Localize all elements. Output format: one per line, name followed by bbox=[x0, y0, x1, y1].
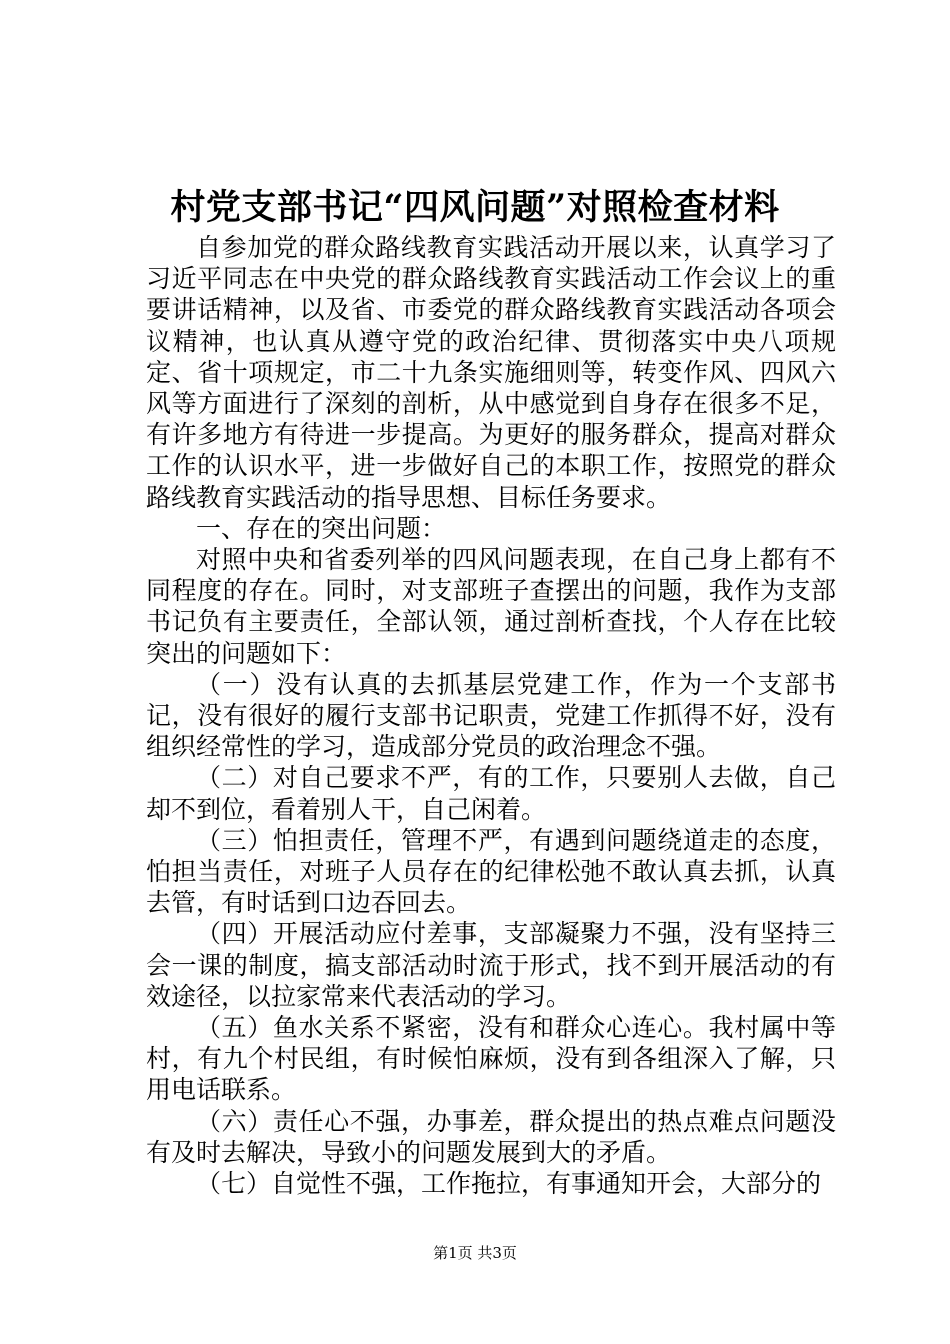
paragraph-intro: 自参加党的群众路线教育实践活动开展以来，认真学习了习近平同志在中央党的群众路线教育实践活动工作会议上的重要讲话精神，以及省、市委党的群众路线教育实践活动各项会议精神，也认真从遵守党的政治纪律、贯彻落实中央八项规定、省十项规定，市二十九条实施细则等，转变作风、四风六风等方面进行了深刻的剖析，从中感觉到自身存在很多不足，有许多地方有待进一步提高。为更好的服务群众，提高对群众工作的认识水平，进一步做好自己的本职工作，按照党的群众路线教育实践活动的指导思想、目标任务要求。 bbox=[146, 233, 836, 512]
page-number-total: 共3页 bbox=[477, 1244, 517, 1262]
problem-item-4: （四）开展活动应付差事，支部凝聚力不强，没有坚持三会一课的制度，搞支部活动时流于形式，找不到开展活动的有效途径，以拉家常来代表活动的学习。 bbox=[146, 919, 836, 1011]
page-footer bbox=[0, 1243, 950, 1263]
document-title: 村党支部书记“四风问题”对照检查材料 bbox=[170, 187, 780, 228]
problem-item-3: （三）怕担责任，管理不严，有遇到问题绕道走的态度，怕担当责任，对班子人员存在的纪律松弛不敢认真去抓，认真去管，有时话到口边吞回去。 bbox=[146, 825, 836, 918]
paragraph-overview: 对照中央和省委列举的四风问题表现，在自己身上都有不同程度的存在。同时，对支部班子查摆出的问题，我作为支部书记负有主要责任，全部认领，通过剖析查找，个人存在比较突出的问题如下： bbox=[146, 545, 836, 668]
section-heading: 一、存在的突出问题： bbox=[196, 513, 447, 543]
problem-item-1: （一）没有认真的去抓基层党建工作，作为一个支部书记，没有很好的履行支部书记职责，党建工作抓得不好，没有组织经常性的学习，造成部分党员的政治理念不强。 bbox=[146, 669, 836, 762]
problem-item-5: （五）鱼水关系不紧密，没有和群众心连心。我村属中等村，有九个村民组，有时候怕麻烦，没有到各组深入了解，只用电话联系。 bbox=[146, 1013, 836, 1105]
problem-item-6: （六）责任心不强，办事差，群众提出的热点难点问题没有及时去解决，导致小的问题发展到大的矛盾。 bbox=[146, 1106, 836, 1167]
page-number-current: 第1页 bbox=[433, 1244, 473, 1262]
problem-item-2: （二）对自己要求不严，有的工作，只要别人去做，自己却不到位，看着别人干，自己闲着。 bbox=[146, 763, 836, 824]
document-body bbox=[146, 232, 836, 1199]
problem-item-7: （七）自觉性不强，工作拖拉，有事通知开会，大部分的 bbox=[196, 1169, 822, 1199]
